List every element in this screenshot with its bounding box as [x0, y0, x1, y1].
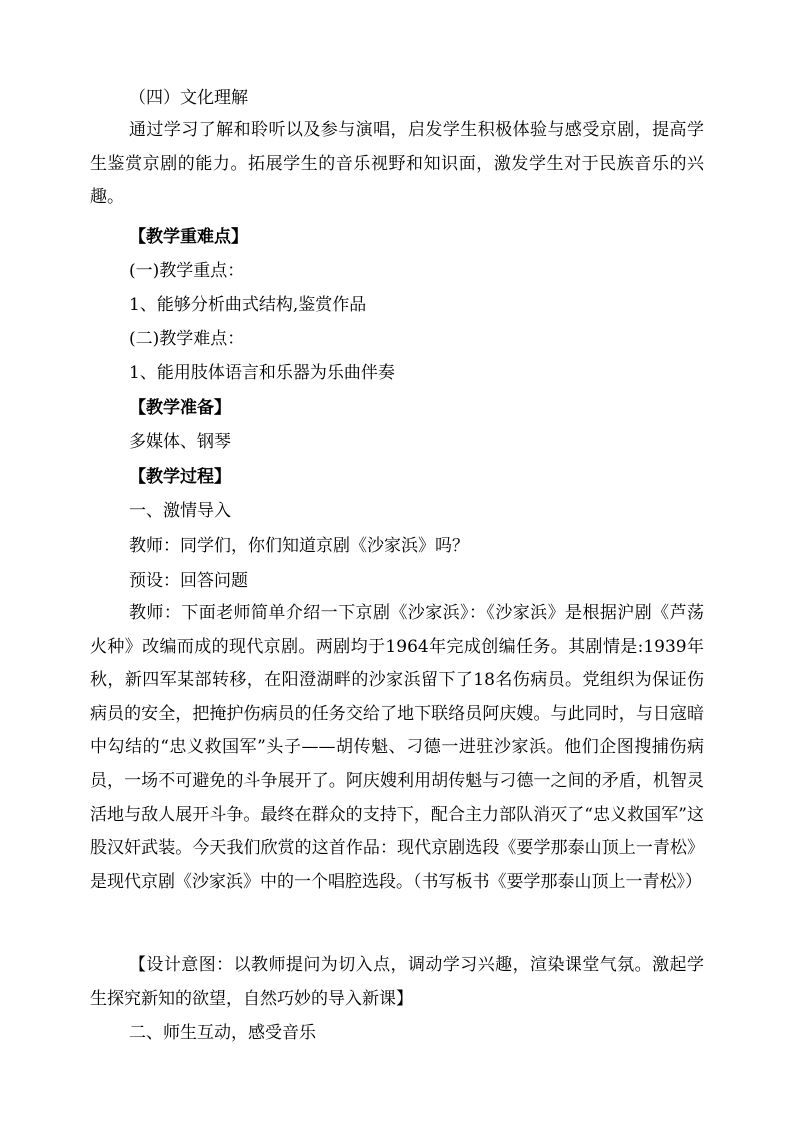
heading-key-points: 【教学重难点】 [129, 227, 248, 247]
subheading-difficult-point: (二)教学难点： [129, 329, 245, 349]
heading-teaching-process: 【教学过程】 [129, 467, 231, 487]
step-heading-interaction: 二、师生互动，感受音乐 [129, 1023, 316, 1043]
list-item-key-point: 1、能够分析曲式结构,鉴赏作品 [129, 295, 367, 315]
subheading-key-point: (一)教学重点： [129, 261, 245, 281]
section-heading-culture: （四）文化理解 [129, 88, 248, 108]
list-item-difficult-point: 1、能用肢体语言和乐器为乐曲伴奏 [129, 363, 395, 383]
paragraph-culture-understanding: 通过学习了解和聆听以及参与演唱，启发学生积极体验与感受京剧，提高学生鉴赏京剧的能力。拓展学生的音乐视野和知识面，激发学生对于民族音乐的兴趣。 [90, 120, 704, 208]
paragraph-preset-answer: 预设：回答问题 [129, 571, 248, 591]
paragraph-design-intent: 【设计意图：以教师提问为切入点，调动学习兴趣，渲染课堂气氛。激起学生探究新知的欲望，自然巧妙的导入新课】 [90, 955, 704, 1009]
heading-teaching-prep: 【教学准备】 [129, 398, 231, 418]
paragraph-teacher-introduction: 教师：下面老师简单介绍一下京剧《沙家浜》：《沙家浜》是根据沪剧《芦荡火种》改编而成的现代京剧。两剧均于1964年完成创编任务。其剧情是:1939年秋，新四军某部转移，在阳澄湖畔的沙家浜留下了18名伤病员。党组织为保证伤病员的安全，把掩护伤病员的任务交给了地下联络员阿庆嫂。与此同时，与日寇暗中勾结的“忠义救国军”头子——胡传魁、刁德一进驻沙家浜。他们企图搜捕伤病员，一场不可避免的斗争展开了。阿庆嫂利用胡传魁与刁德一之间的矛盾，机智灵活地与敌人展开斗争。最终在群众的支持下，配合主力部队消灭了“忠义救国军”这股汉奸武装。今天我们欣赏的这首作品：现代京剧选段《要学那泰山顶上一青松》是现代京剧《沙家浜》中的一个唱腔选段。（书写板书《要学那泰山顶上一青松》） [90, 603, 704, 892]
step-heading-intro: 一、激情导入 [129, 501, 231, 521]
paragraph-teaching-prep: 多媒体、钢琴 [129, 432, 231, 452]
paragraph-teacher-question: 教师：同学们，你们知道京剧《沙家浜》吗？ [129, 536, 469, 556]
